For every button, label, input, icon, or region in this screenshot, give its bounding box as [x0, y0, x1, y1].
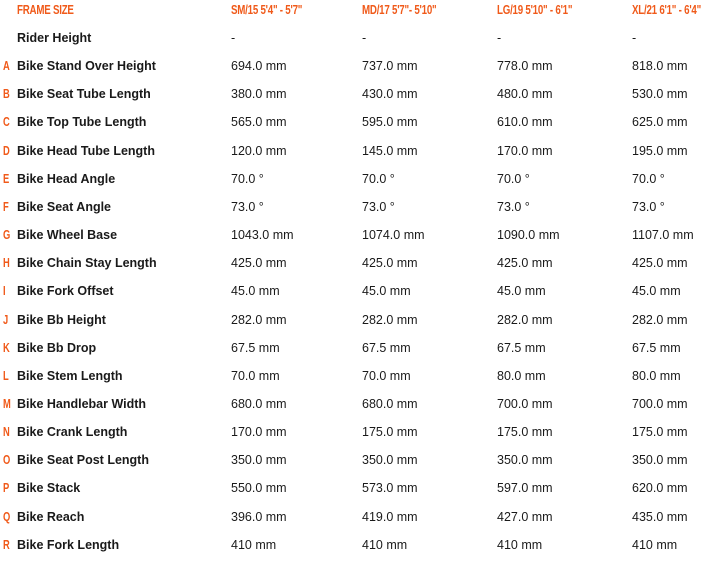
row-value: 350.0 mm [231, 453, 287, 468]
row-value: 70.0 ° [497, 171, 530, 186]
row-value: - [497, 31, 502, 45]
row-value: 625.0 mm [632, 115, 688, 130]
row-value: 680.0 mm [231, 396, 287, 411]
row-label: Bike Crank Length [17, 425, 128, 440]
row-letter: F [3, 199, 9, 214]
row-value: 73.0 ° [497, 199, 530, 214]
table-row [0, 172, 720, 200]
row-label: Bike Seat Angle [17, 199, 112, 214]
row-letter: J [3, 312, 9, 327]
row-value: 410 mm [497, 537, 543, 552]
row-letter: H [3, 256, 10, 271]
row-value: 1107.0 mm [632, 228, 694, 242]
row-value: 530.0 mm [632, 87, 688, 102]
row-value: 480.0 mm [497, 87, 553, 102]
row-value: 175.0 mm [497, 425, 553, 440]
row-value: 145.0 mm [362, 143, 418, 158]
size-header-xl: XL/21 6'1" - 6'4" [632, 3, 701, 17]
row-value: 425.0 mm [231, 256, 287, 271]
table-row [0, 538, 720, 566]
row-value: 425.0 mm [362, 256, 418, 271]
row-value: 410 mm [362, 537, 408, 552]
row-value: 70.0 ° [362, 171, 395, 186]
row-value: - [632, 31, 637, 45]
row-value: 45.0 mm [632, 284, 681, 299]
table-row [0, 397, 720, 425]
row-value: - [231, 31, 236, 45]
row-letter: C [3, 115, 10, 130]
row-value: 80.0 mm [497, 368, 546, 383]
table-row [0, 228, 720, 256]
table-row [0, 59, 720, 87]
row-value: 73.0 ° [231, 199, 264, 214]
row-value: 350.0 mm [497, 453, 553, 468]
table-row [0, 341, 720, 369]
row-value: 73.0 ° [362, 199, 395, 214]
row-value: 778.0 mm [497, 59, 553, 74]
table-row [0, 200, 720, 228]
row-label: Bike Seat Post Length [17, 453, 149, 468]
table-row [0, 284, 720, 312]
row-value: 427.0 mm [497, 509, 553, 524]
row-letter: P [3, 481, 10, 496]
row-letter: A [3, 59, 10, 74]
row-letter: Q [3, 509, 11, 524]
row-letter: O [3, 453, 11, 468]
row-label: Bike Stack [17, 481, 81, 496]
row-value: 70.0 mm [362, 368, 411, 383]
row-value: 380.0 mm [231, 87, 287, 102]
row-value: 70.0 mm [231, 368, 280, 383]
table-row [0, 510, 720, 538]
row-letter: E [3, 171, 10, 186]
row-value: 425.0 mm [497, 256, 553, 271]
row-value: 1074.0 mm [362, 228, 425, 242]
row-label: Bike Top Tube Length [17, 115, 147, 130]
row-value: 700.0 mm [632, 396, 688, 411]
row-value: 1090.0 mm [497, 228, 560, 242]
row-value: 595.0 mm [362, 115, 418, 130]
row-value: 175.0 mm [632, 425, 688, 440]
row-value: 282.0 mm [231, 312, 287, 327]
row-value: 350.0 mm [362, 453, 418, 468]
row-value: 818.0 mm [632, 59, 688, 74]
row-value: 435.0 mm [632, 509, 688, 524]
table-row [0, 256, 720, 284]
row-value: 410 mm [632, 537, 678, 552]
row-letter: I [3, 284, 6, 299]
row-value: 67.5 mm [497, 340, 546, 355]
frame-size-header: FRAME SIZE [17, 3, 74, 17]
row-label: Bike Reach [17, 509, 85, 524]
row-value: 425.0 mm [632, 256, 688, 271]
row-value: 694.0 mm [231, 59, 287, 74]
row-label: Bike Bb Drop [17, 340, 97, 355]
row-value: 282.0 mm [632, 312, 688, 327]
table-row [0, 115, 720, 143]
row-letter: L [3, 368, 9, 383]
row-value: 680.0 mm [362, 396, 418, 411]
table-row [0, 313, 720, 341]
table-row [0, 87, 720, 115]
row-value: 45.0 mm [362, 284, 411, 299]
size-header-lg: LG/19 5'10" - 6'1" [497, 3, 573, 17]
row-value: 170.0 mm [231, 425, 287, 440]
row-label: Bike Stem Length [17, 368, 123, 383]
row-value: 550.0 mm [231, 481, 287, 496]
row-label: Bike Wheel Base [17, 228, 118, 242]
table-row [0, 369, 720, 397]
size-header-sm: SM/15 5'4" - 5'7" [231, 3, 303, 17]
row-value: 175.0 mm [362, 425, 418, 440]
row-value: 610.0 mm [497, 115, 553, 130]
row-letter: R [3, 537, 10, 552]
row-value: 80.0 mm [632, 368, 681, 383]
table-row [0, 425, 720, 453]
table-row [0, 144, 720, 172]
row-value: 597.0 mm [497, 481, 553, 496]
row-value: 45.0 mm [497, 284, 546, 299]
table-row [0, 31, 720, 59]
row-value: - [362, 31, 367, 45]
row-label: Bike Chain Stay Length [17, 256, 157, 271]
row-letter: G [3, 228, 11, 242]
size-header-md: MD/17 5'7"- 5'10" [362, 3, 437, 17]
row-label: Bike Head Tube Length [17, 143, 155, 158]
row-value: 67.5 mm [231, 340, 280, 355]
row-value: 419.0 mm [362, 509, 418, 524]
row-label: Bike Stand Over Height [17, 59, 156, 74]
row-label: Bike Head Angle [17, 171, 116, 186]
row-label: Bike Fork Length [17, 537, 120, 552]
row-value: 67.5 mm [632, 340, 681, 355]
table-row [0, 481, 720, 509]
row-label: Rider Height [17, 31, 92, 45]
row-letter: K [3, 340, 10, 355]
row-value: 195.0 mm [632, 143, 688, 158]
row-value: 73.0 ° [632, 199, 665, 214]
row-value: 350.0 mm [632, 453, 688, 468]
row-letter: M [3, 396, 11, 411]
row-value: 170.0 mm [497, 143, 553, 158]
row-value: 565.0 mm [231, 115, 287, 130]
row-value: 573.0 mm [362, 481, 418, 496]
row-value: 620.0 mm [632, 481, 688, 496]
row-value: 737.0 mm [362, 59, 418, 74]
row-value: 45.0 mm [231, 284, 280, 299]
row-label: Bike Handlebar Width [17, 396, 147, 411]
row-label: Bike Bb Height [17, 312, 106, 327]
row-letter: B [3, 87, 10, 102]
table-row [0, 453, 720, 481]
row-value: 282.0 mm [497, 312, 553, 327]
row-value: 67.5 mm [362, 340, 411, 355]
row-label: Bike Seat Tube Length [17, 87, 151, 102]
row-letter: D [3, 143, 10, 158]
row-value: 70.0 ° [231, 171, 264, 186]
row-value: 430.0 mm [362, 87, 418, 102]
row-value: 396.0 mm [231, 509, 287, 524]
row-label: Bike Fork Offset [17, 284, 114, 299]
row-value: 700.0 mm [497, 396, 553, 411]
row-letter: N [3, 425, 10, 440]
row-value: 120.0 mm [231, 143, 287, 158]
table-header [0, 3, 720, 21]
row-value: 1043.0 mm [231, 228, 294, 242]
row-value: 70.0 ° [632, 171, 665, 186]
row-value: 282.0 mm [362, 312, 418, 327]
row-value: 410 mm [231, 537, 277, 552]
